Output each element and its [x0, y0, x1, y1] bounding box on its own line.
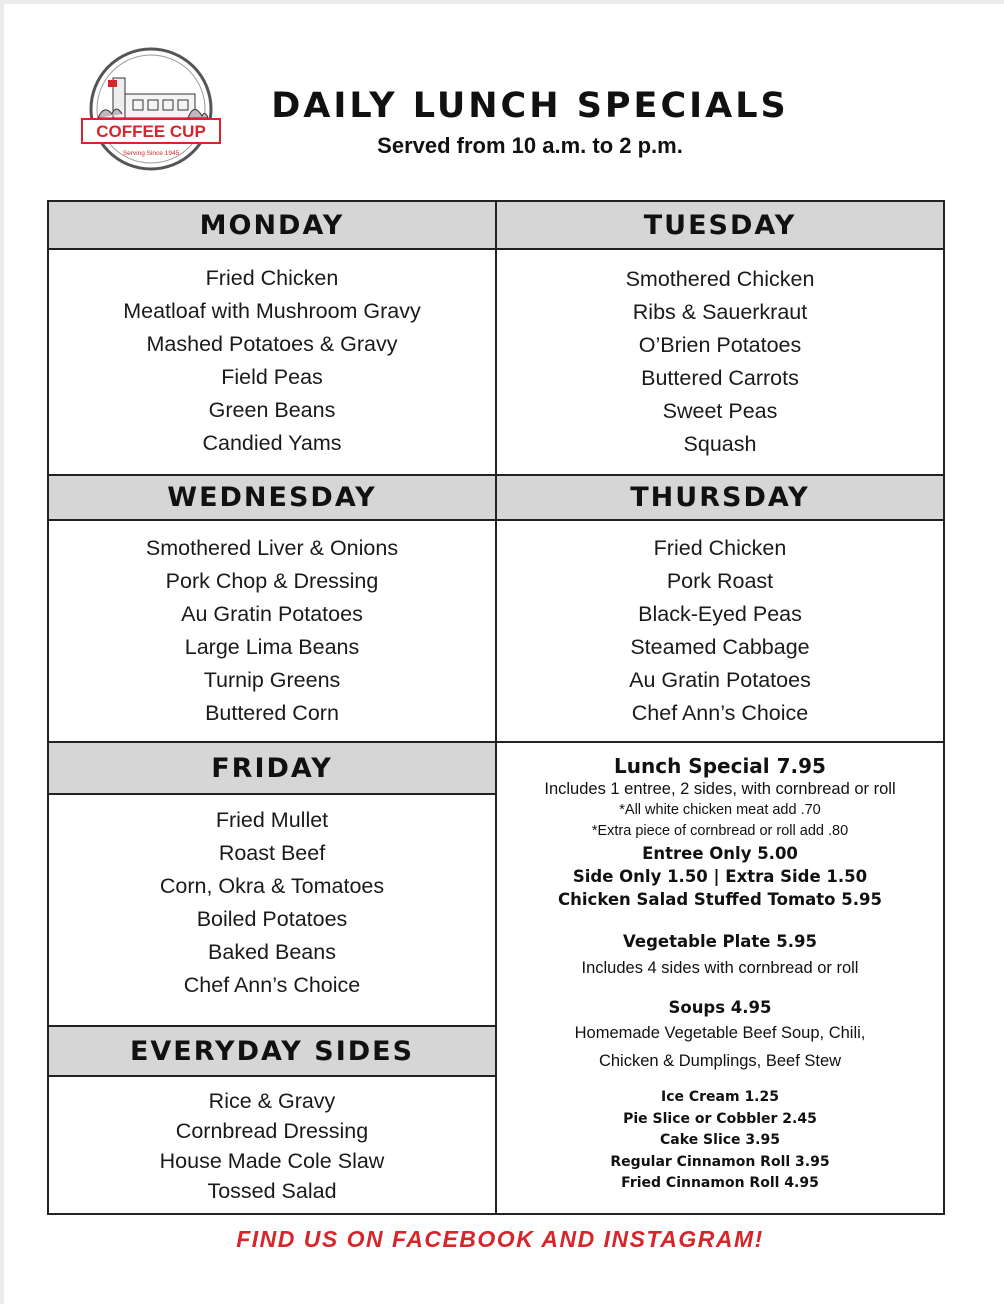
soups-price: Soups 4.95	[668, 998, 772, 1017]
monday-item: Fried Chicken	[205, 266, 339, 290]
vegetable-plate-price: Vegetable Plate 5.95	[623, 932, 817, 951]
wednesday-item: Au Gratin Potatoes	[181, 602, 363, 626]
wednesday-item: Large Lima Beans	[184, 635, 360, 659]
friday-item: Boiled Potatoes	[196, 907, 348, 931]
dessert-item: Cake Slice 3.95	[660, 1132, 780, 1148]
lunch-special-price: Lunch Special 7.95	[614, 754, 826, 778]
monday-item: Green Beans	[208, 398, 336, 422]
lunch-special-includes: Includes 1 entree, 2 sides, with cornbread or roll	[544, 780, 896, 798]
thursday-header: THURSDAY	[497, 474, 943, 521]
thursday-item: Pork Roast	[666, 569, 774, 593]
tuesday-item: O’Brien Potatoes	[638, 333, 802, 357]
thursday-item: Chef Ann’s Choice	[631, 701, 809, 725]
friday-list	[49, 804, 495, 1002]
dessert-item: Regular Cinnamon Roll 3.95	[610, 1153, 830, 1170]
friday-item: Fried Mullet	[215, 808, 329, 832]
tuesday-item: Buttered Carrots	[641, 366, 799, 390]
white-meat-note: *All white chicken meat add .70	[619, 802, 821, 818]
logo-tagline-text: Serving Since 1945	[122, 150, 180, 157]
tuesday-item: Smothered Chicken	[625, 267, 815, 291]
social-media-callout: FIND US ON FACEBOOK AND INSTAGRAM!	[236, 1226, 764, 1252]
thursday-item: Fried Chicken	[653, 536, 787, 560]
monday-list	[49, 262, 495, 460]
tuesday-item: Sweet Peas	[662, 399, 778, 423]
friday-header: FRIDAY	[49, 743, 495, 795]
side-item: Cornbread Dressing	[175, 1119, 369, 1143]
monday-header: MONDAY	[49, 202, 495, 250]
wednesday-header: WEDNESDAY	[49, 474, 495, 521]
wednesday-list	[49, 532, 495, 730]
everyday-sides-header: EVERYDAY SIDES	[49, 1025, 495, 1077]
side-item: Rice & Gravy	[208, 1089, 336, 1113]
side-only-price: Side Only 1.50 | Extra Side 1.50	[572, 867, 868, 886]
monday-item: Mashed Potatoes & Gravy	[146, 332, 398, 356]
wednesday-item: Buttered Corn	[205, 701, 339, 725]
tuesday-list	[497, 263, 943, 461]
logo-name-text: COFFEE CUP	[96, 122, 206, 141]
thursday-item: Steamed Cabbage	[630, 635, 810, 659]
wednesday-item: Pork Chop & Dressing	[165, 569, 379, 593]
side-item: House Made Cole Slaw	[159, 1149, 385, 1173]
vegetable-plate-includes: Includes 4 sides with cornbread or roll	[581, 959, 859, 977]
entree-only-price: Entree Only 5.00	[642, 844, 798, 863]
tuesday-item: Ribs & Sauerkraut	[632, 300, 808, 324]
friday-item: Baked Beans	[208, 940, 336, 964]
wednesday-item: Smothered Liver & Onions	[145, 536, 399, 560]
dessert-item: Pie Slice or Cobbler 2.45	[623, 1110, 817, 1127]
friday-item: Roast Beef	[218, 841, 326, 865]
soups-line-2: Chicken & Dumplings, Beef Stew	[598, 1052, 842, 1070]
everyday-sides-list	[49, 1086, 495, 1206]
monday-item: Candied Yams	[202, 431, 342, 455]
side-item: Tossed Salad	[207, 1179, 337, 1203]
page-subtitle: Served from 10 a.m. to 2 p.m.	[377, 133, 683, 158]
friday-item: Corn, Okra & Tomatoes	[159, 874, 385, 898]
page-title: DAILY LUNCH SPECIALS	[271, 86, 789, 126]
friday-item: Chef Ann’s Choice	[183, 973, 361, 997]
monday-item: Meatloaf with Mushroom Gravy	[123, 299, 421, 323]
monday-item: Field Peas	[221, 365, 323, 389]
specials-panel	[497, 753, 943, 1195]
soups-line-1: Homemade Vegetable Beef Soup, Chili,	[574, 1024, 866, 1042]
wednesday-item: Turnip Greens	[203, 668, 341, 692]
dessert-item: Fried Cinnamon Roll 4.95	[621, 1175, 819, 1191]
extra-cornbread-note: *Extra piece of cornbread or roll add .80	[591, 823, 849, 839]
menu-grid	[47, 200, 945, 1215]
dessert-item: Ice Cream 1.25	[660, 1089, 779, 1105]
tuesday-item: Squash	[683, 432, 757, 456]
thursday-item: Au Gratin Potatoes	[629, 668, 811, 692]
thursday-item: Black-Eyed Peas	[638, 602, 802, 626]
tuesday-header: TUESDAY	[497, 202, 943, 250]
thursday-list	[497, 532, 943, 730]
chicken-salad-price: Chicken Salad Stuffed Tomato 5.95	[558, 890, 882, 909]
